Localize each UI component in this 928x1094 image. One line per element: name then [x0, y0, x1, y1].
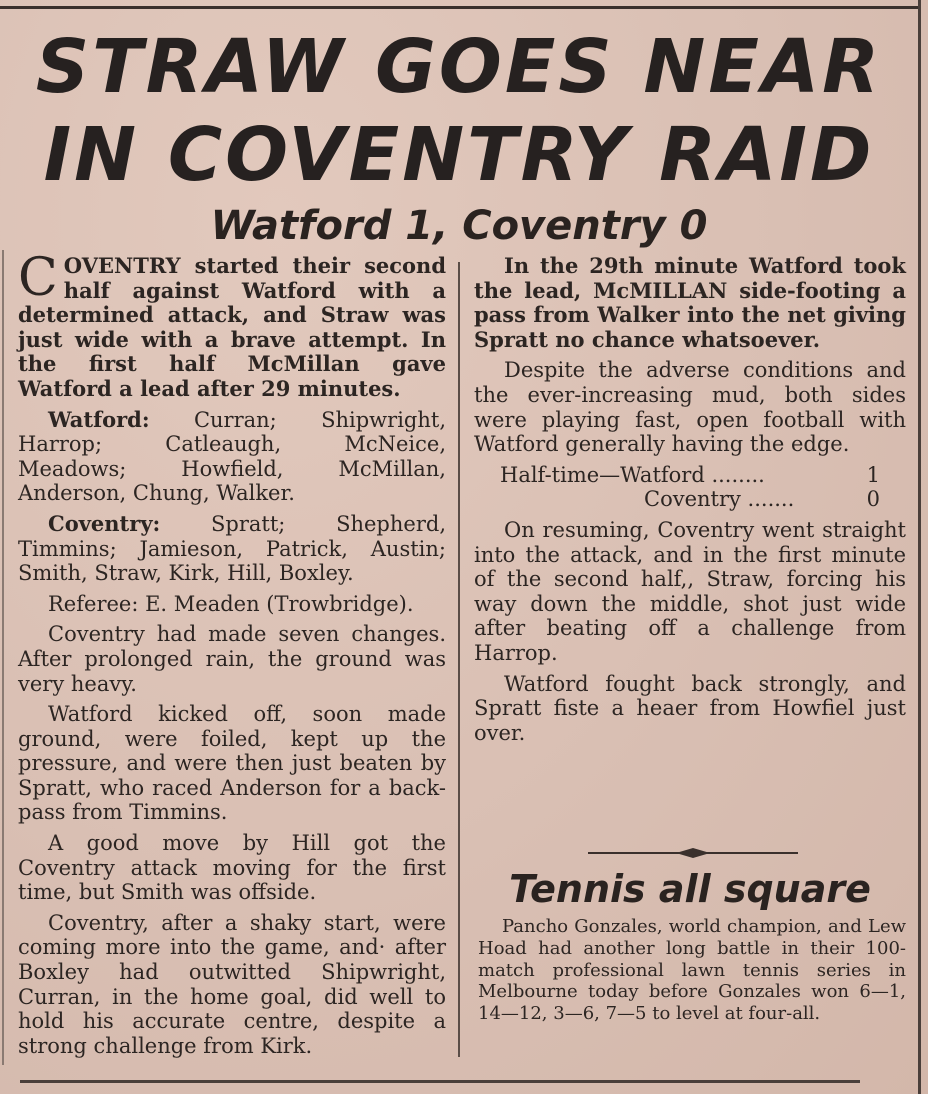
column-divider: [458, 262, 460, 1057]
halftime-watford-row: [474, 463, 906, 488]
paragraph-lead: [474, 254, 906, 352]
watford-label: Watford:: [48, 406, 150, 432]
lead-text-post: side-footing a pass from Walker into the net giving Spratt no chance whatsoever.: [474, 277, 906, 352]
paragraph-resume: On resuming, Coventry went straight into the attack, and in the first minute of the second half,, Straw, forcing his way down the middle, shot just wide after beating off a challenge from Harrop.: [474, 517, 906, 665]
bottom-rule: [20, 1080, 860, 1083]
article-column-right: [474, 254, 906, 751]
right-rule: [918, 0, 921, 1094]
lead-text-pre: In the 29th minute Watford took the lead,: [474, 253, 906, 303]
halftime-coventry-row: [474, 487, 906, 512]
article-column-left: [18, 248, 446, 1064]
headline-line-1: STRAW GOES NEAR: [35, 24, 883, 110]
paragraph-kickoff: Watford kicked off, soon made ground, were foiled, kept up the pressure, and were then just beaten by Spratt, who raced Anderson for a back-pass from Timmins.: [18, 702, 446, 825]
paragraph-fought-back: Watford fought back strongly, and Spratt fiste a heaer from Howfiel just over.: [474, 671, 906, 745]
referee-line: Referee: E. Meaden (Trowbridge).: [48, 591, 414, 616]
headline-line-2: IN COVENTRY RAID: [43, 112, 875, 198]
paragraph-shaky-start: Coventry, after a shaky start, were coming more into the game, and· after Boxley had outwitted Shipwright, Curran, in the home goal, did well to hold his accurate centre, despite a strong challenge from Kirk.: [18, 910, 446, 1058]
paragraph-changes: Coventry had made seven changes. After prolonged rain, the ground was very heavy.: [18, 622, 446, 696]
tennis-headline: Tennis all square: [509, 867, 871, 911]
intro-lead: OVENTRY: [63, 253, 181, 278]
halftime-coventry-label: Coventry .......: [644, 487, 795, 512]
top-rule: [0, 6, 920, 9]
coventry-lineup: [18, 512, 446, 586]
tennis-paragraph: Pancho Gonzales, world champion, and Lew Hoad had another long battle in their 100-match professional lawn tennis series in Melbourne today before Gonzales won 6—1, 14—12, 3—6, 7—5 to level at four-all.: [478, 916, 906, 1025]
intro-text: started their second half against Watford with a determined attack, and Straw was just wide with a brave attempt. In the first half McMillan gave Watford a lead after 29 minutes.: [18, 253, 446, 401]
tennis-story: [478, 916, 906, 1025]
watford-team: Curran; Shipwright, Harrop; Catleaugh, McNeice, Meadows; Howfield, McMillan, Anderson, Chung, Walker.: [18, 407, 446, 506]
paragraph-hill: A good move by Hill got the Coventry attack moving for the first time, but Smith was offside.: [18, 831, 446, 905]
halftime-watford-score: 1: [866, 462, 880, 487]
divider-ornament: [588, 846, 798, 860]
drop-cap: C: [18, 248, 58, 308]
coventry-label: Coventry:: [48, 510, 161, 536]
coventry-team: Spratt; Shepherd, Timmins; Jamieson, Patrick, Austin; Smith, Straw, Kirk, Hill, Boxley.: [18, 511, 446, 586]
intro-paragraph: [18, 248, 446, 402]
score-subhead: Watford 1, Coventry 0: [210, 203, 708, 249]
watford-lineup: [18, 408, 446, 506]
left-rule: [2, 250, 4, 1065]
halftime-coventry-score: 0: [866, 487, 880, 512]
paragraph-mud: Despite the adverse conditions and the ever-increasing mud, both sides were playing fast, open football with Watford generally having the edge.: [474, 358, 906, 457]
lead-scorer: McMILLAN: [593, 277, 728, 303]
halftime-label: Half-time—Watford ........: [500, 462, 765, 487]
